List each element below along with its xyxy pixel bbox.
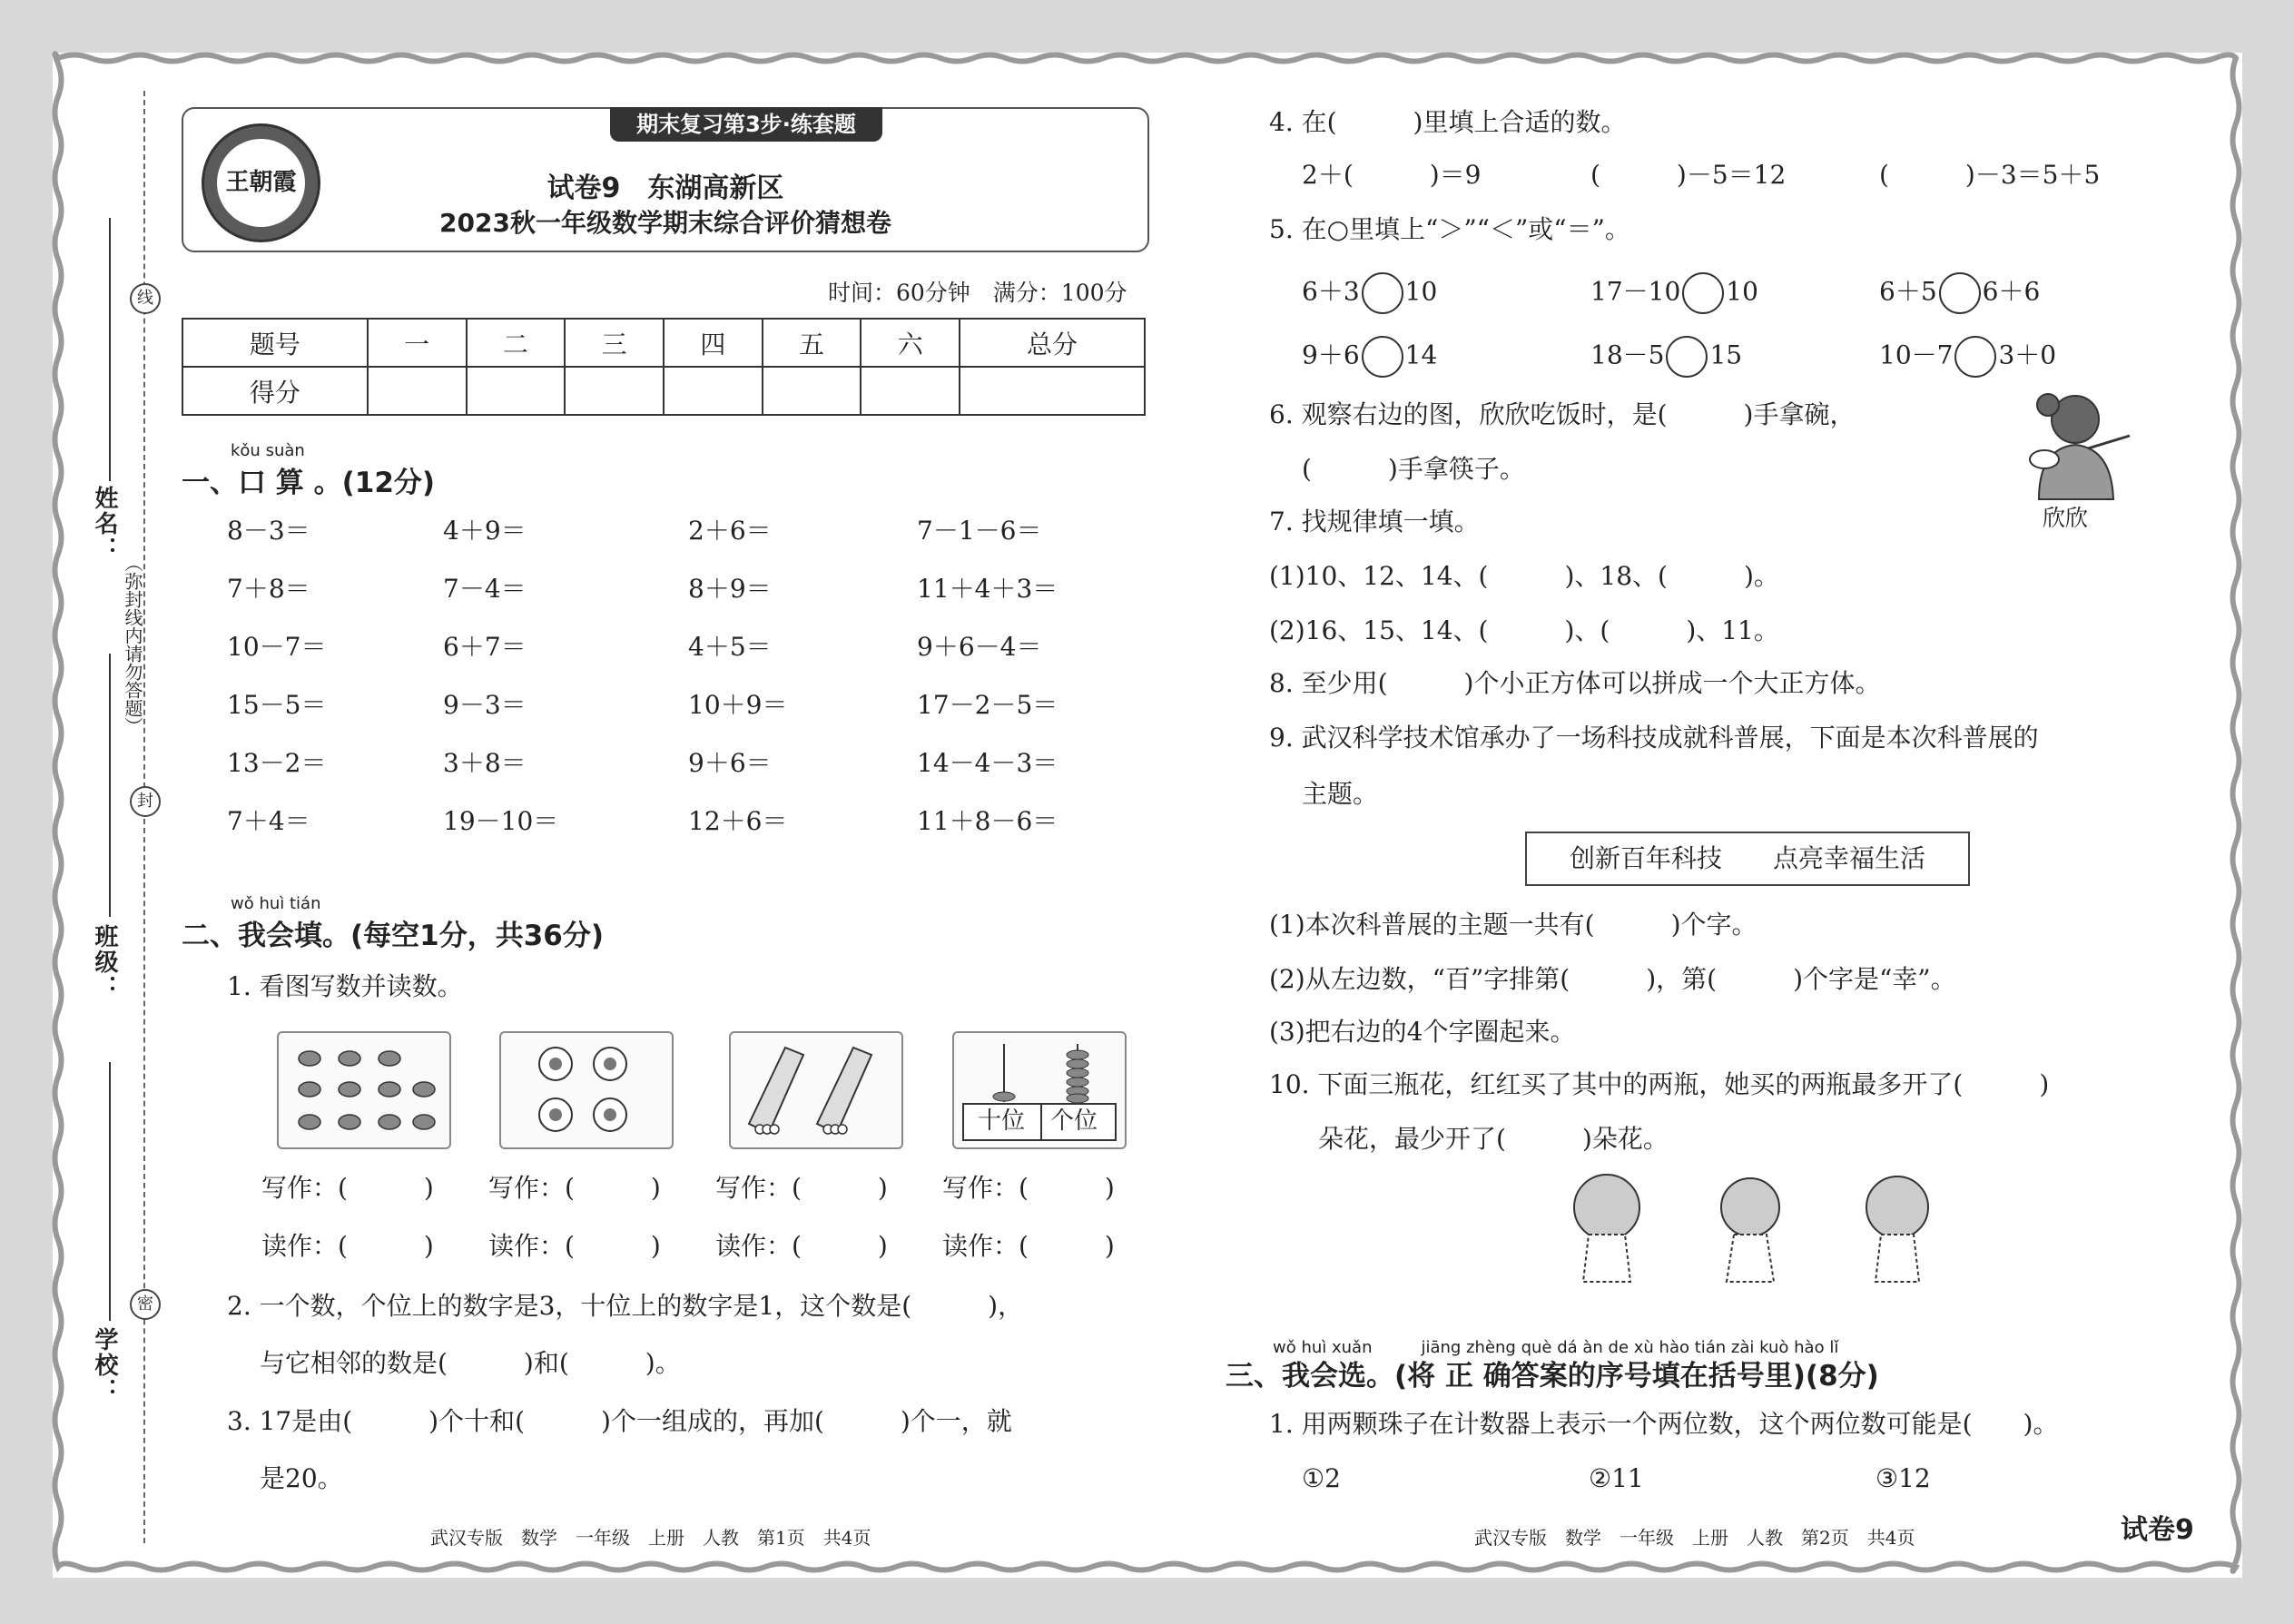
section3-pinyin: wǒ huì xuǎn jiāng zhèng què dá àn de xù hào tián zài kuò hào lǐ [1273,1338,1839,1357]
q9-line1: 9. 武汉科学技术馆承办了一场科技成就科普展，下面是本次科普展的 [1269,723,2039,753]
calc-item: 14－4－3＝ [917,748,1058,778]
logo-text: 王朝霞 [217,139,305,227]
score-header-cell: 题号 [182,319,368,367]
q7-b: (2)16、15、14、( )、( )、11。 [1269,615,1779,645]
score-cell[interactable] [960,367,1145,415]
calc-item: 6＋7＝ [443,632,527,662]
seal-mark-xian: 线 [130,283,161,314]
score-header-cell: 一 [368,319,467,367]
compare-right: 15 [1709,340,1743,370]
score-cell[interactable] [664,367,763,415]
q10-line1: 10. 下面三瓶花，红红买了其中的两瓶，她买的两瓶最多开了( ) [1269,1069,2050,1099]
q3-line2: 是20。 [260,1463,343,1493]
calc-item: 13－2＝ [227,748,327,778]
name-field[interactable] [109,218,111,481]
calc-item: 7＋4＝ [227,806,310,836]
compare-circle[interactable] [1939,272,1981,314]
q9-theme-box: 创新百年科技 点亮幸福生活 [1525,832,1970,886]
score-header-cell: 四 [664,319,763,367]
class-label: 班级： [91,924,118,1000]
calc-item: 4＋9＝ [443,516,527,546]
score-cell[interactable] [763,367,861,415]
calc-item: 10－7＝ [227,632,327,662]
compare-left: 6＋5 [1879,276,1937,307]
compare-left: 6＋3 [1302,276,1360,307]
calc-item: 7－1－6＝ [917,516,1042,546]
compare-left: 18－5 [1590,340,1665,370]
calc-item: 9－3＝ [443,690,527,720]
section1-title: 一、口 算 。(12分) [182,467,436,499]
compare-circle[interactable] [1362,272,1403,314]
sticks-picture [729,1031,903,1149]
s3-q1-text: 1. 用两颗珠子在计数器上表示一个两位数，这个两位数可能是( )。 [1269,1409,2059,1439]
q9-b: (2)从左边数，“百”字排第( )，第( )个字是“幸”。 [1269,964,1956,994]
q3-line1: 3. 17是由( )个十和( )个一组成的，再加( )个一，就 [227,1406,1012,1436]
write-field[interactable]: 写作：( ) [488,1173,661,1203]
q2-line1: 2. 一个数，个位上的数字是3，十位上的数字是1，这个数是( )， [227,1291,1024,1321]
flower-icons [501,1033,672,1147]
compare-circle[interactable] [1954,336,1996,378]
score-header-cell: 总分 [960,319,1145,367]
score-cell[interactable] [861,367,960,415]
name-label: 姓名： [91,486,118,562]
score-header-cell: 五 [763,319,861,367]
compare-item [1590,272,1758,314]
compare-left: 9＋6 [1302,340,1360,370]
write-field[interactable]: 写作：( ) [715,1173,888,1203]
q6-line2: ( )手拿筷子。 [1302,454,1525,484]
read-field[interactable]: 读作：( ) [715,1231,888,1261]
time-info: 时间：60分钟 满分：100分 [828,280,1127,306]
compare-item [1879,336,2056,378]
q5-text: 5. 在○里填上“＞”“＜”或“＝”。 [1269,214,1630,244]
compare-circle[interactable] [1362,336,1403,378]
footer-left: 武汉专版 数学 一年级 上册 人教 第1页 共4页 [430,1527,871,1549]
compare-right: 10 [1404,276,1438,307]
q10-line2: 朵花，最少开了( )朵花。 [1318,1124,1669,1154]
compare-item [1302,272,1437,314]
series-label: 期末复习第3步·练套题 [610,107,882,142]
compare-circle[interactable] [1666,336,1708,378]
exam-title: 试卷9 东湖高新区 [546,172,784,204]
stick-bundle-icons [731,1033,901,1147]
calc-item: 11＋8－6＝ [917,806,1058,836]
compare-item [1302,336,1437,378]
footer-right: 武汉专版 数学 一年级 上册 人教 第2页 共4页 [1474,1527,1915,1549]
score-header-cell: 三 [565,319,664,367]
q4-item-3: ( )－3＝5＋5 [1879,160,2101,190]
abacus-tens-label: 十位 [978,1107,1026,1135]
calc-item: 17－2－5＝ [917,690,1058,720]
compare-right: 10 [1726,276,1758,307]
q9-a: (1)本次科普展的主题一共有( )个字。 [1269,910,1757,940]
compare-item [1879,272,2040,314]
score-cell[interactable] [565,367,664,415]
compare-right: 3＋0 [1998,340,2057,370]
class-field[interactable] [109,654,111,917]
calc-item: 12＋6＝ [688,806,788,836]
q6-caption: 欣欣 [2043,505,2089,531]
score-header-cell: 二 [467,319,566,367]
seal-mark-feng: 封 [130,786,161,817]
q8-text: 8. 至少用( )个小正方体可以拼成一个大正方体。 [1269,668,1881,698]
bees-picture [277,1031,451,1149]
calc-item: 8－3＝ [227,516,310,546]
header-banner [182,107,1149,252]
calc-item: 19－10＝ [443,806,559,836]
read-field[interactable]: 读作：( ) [488,1231,661,1261]
abacus-ones-label: 个位 [1050,1107,1098,1135]
q9-line2: 主题。 [1302,779,1379,809]
score-table [182,318,1146,416]
write-field[interactable]: 写作：( ) [942,1173,1115,1203]
footer-badge: 试卷9 [2121,1514,2194,1546]
q1-text: 1. 看图写数并读数。 [227,971,463,1001]
compare-item [1590,336,1742,378]
read-field[interactable]: 读作：( ) [261,1231,434,1261]
score-row-label: 得分 [182,367,368,415]
read-field[interactable]: 读作：( ) [942,1231,1115,1261]
flower-vases-picture [1543,1171,1961,1289]
write-field[interactable]: 写作：( ) [261,1173,434,1203]
q4-text: 4. 在( )里填上合适的数。 [1269,107,1627,137]
seal-mark-mi: 密 [130,1289,161,1320]
calc-item: 9＋6－4＝ [917,632,1042,662]
score-cell[interactable] [368,367,467,415]
compare-circle[interactable] [1682,272,1724,314]
calc-item: 3＋8＝ [443,748,527,778]
compare-left: 10－7 [1879,340,1954,370]
flowers-picture [499,1031,674,1149]
s3-option-3: ③12 [1876,1463,1931,1493]
q2-line2: 与它相邻的数是( )和( )。 [260,1348,681,1378]
exam-subtitle: 2023秋一年级数学期末综合评价猜想卷 [439,208,891,238]
section1-pinyin: kǒu suàn [231,441,305,460]
bee-icons [279,1033,449,1147]
calc-item: 10＋9＝ [688,690,788,720]
s3-option-1: ①2 [1302,1463,1341,1493]
section2-title: 二、我会填。(每空1分，共36分) [182,920,605,952]
score-header-row [182,319,1145,367]
q4-item-1: 2＋( )＝9 [1302,160,1482,190]
school-label: 学校： [91,1327,118,1403]
score-cell[interactable] [467,367,566,415]
calc-item: 7－4＝ [443,574,527,604]
calc-item: 9＋6＝ [688,748,772,778]
q7-a: (1)10、12、14、( )、18、( )。 [1269,561,1779,591]
calc-item: 4＋5＝ [688,632,772,662]
calc-item: 7＋8＝ [227,574,310,604]
s3-option-2: ②11 [1589,1463,1644,1493]
calc-item: 2＋6＝ [688,516,772,546]
abacus-picture [952,1031,1127,1149]
q6-line1: 6. 观察右边的图，欣欣吃饭时，是( )手拿碗， [1269,399,1856,429]
girl-eating-picture [2012,385,2139,501]
score-header-cell: 六 [861,319,960,367]
calc-item: 8＋9＝ [688,574,772,604]
calc-item: 15－5＝ [227,690,327,720]
section3-title: 三、我会选。(将 正 确答案的序号填在括号里)(8分) [1226,1360,1879,1393]
seal-warning: （弥封线内请勿答题） [122,554,143,735]
school-field[interactable] [109,1062,111,1321]
q9-c: (3)把右边的4个字圈起来。 [1269,1017,1576,1047]
section2-pinyin: wǒ huì tián [231,894,321,913]
q7-text: 7. 找规律填一填。 [1269,507,1480,536]
calc-item: 11＋4＋3＝ [917,574,1058,604]
compare-left: 17－10 [1590,276,1681,307]
compare-right: 6＋6 [1982,276,2041,307]
compare-right: 14 [1404,340,1438,370]
q4-item-2: ( )－5＝12 [1590,160,1787,190]
score-row [182,367,1145,415]
